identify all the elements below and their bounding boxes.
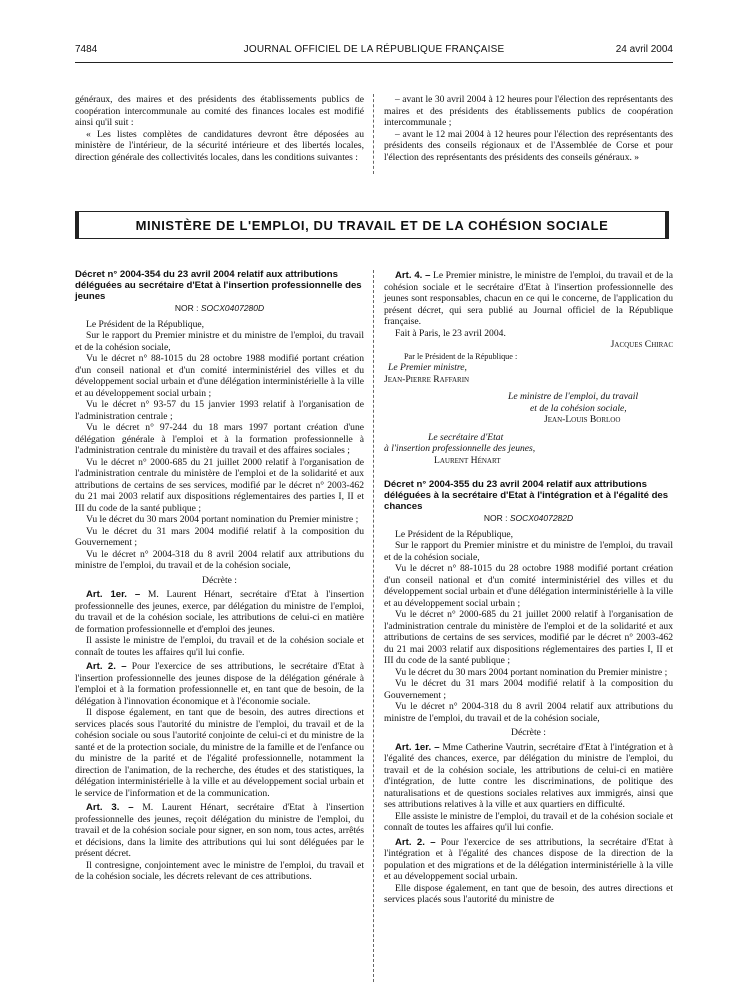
ministry-title: MINISTÈRE DE L'EMPLOI, DU TRAVAIL ET DE LA COHÉSION SOCIALE bbox=[135, 218, 609, 233]
decree-2-para: Vu le décret n° 88-1015 du 28 octobre 1988 modifié portant création d'un conseil national et d'un comité interministériel des villes et du développement social urbain et d'une délégation interministérielle à la ville et au développement social urbain ; bbox=[384, 563, 673, 609]
decree-1-nor bbox=[75, 303, 364, 315]
decree-1-art2-b: Il dispose également, en tant que de besoin, des autres directions et services placés sous l'autorité du ministre de l'emploi, du travail et de la cohésion sociale ou sous l'autorité conjointe de celui-ci et du ministre de la santé et de la protection sociale, du ministre de la famille et de l'enfance ou du ministre de la parité et de l'égalité professionnelle, notamment la direction de l'animation, de la recherche, des études et des statistiques, la délégation interministérielle à la ville et au développement social urbain et le service de l'information et de la communication. bbox=[75, 707, 364, 799]
decree-1-para: Vu le décret du 31 mars 2004 modifié relatif à la composition du Gouvernement ; bbox=[75, 525, 364, 549]
decree-1-para: Sur le rapport du Premier ministre et du ministre de l'emploi, du travail et de la cohésion sociale, bbox=[75, 330, 364, 353]
decree-1-pm-title: Le Premier ministre, bbox=[388, 362, 467, 373]
decree-1-nor-code: SOCX0407280D bbox=[200, 303, 265, 314]
decree-1-art3-label: Art. 3. – bbox=[86, 802, 134, 814]
decree-2-para: Vu le décret du 30 mars 2004 portant nomination du Premier ministre ; bbox=[395, 666, 668, 678]
decree-1-art3-b: Il contresigne, conjointement avec le ministre de l'emploi, du travail et de la cohésion sociale, les décrets relevant de ces attributions. bbox=[75, 859, 364, 883]
page-header bbox=[75, 44, 673, 58]
column-divider-main bbox=[373, 270, 374, 982]
decree-1-nor-label: NOR : bbox=[174, 303, 199, 314]
decree-1-art1-label: Art. 1er. – bbox=[86, 589, 141, 601]
decree-1-president-name: Jacques Chirac bbox=[610, 339, 673, 350]
decree-1-para: Vu le décret n° 97-244 du 18 mars 1997 portant création d'une délégation générale à l'emploi et à la formation professionnelle à l'administration centrale du ministère du travail et des affaires sociales ; bbox=[75, 422, 364, 457]
decree-2-nor-label: NOR : bbox=[483, 513, 508, 524]
decree-1-column bbox=[75, 270, 364, 883]
decree-2-title: Décret n° 2004-355 du 23 avril 2004 relatif aux attributions déléguées à la secrétaire d'Etat à l'intégration et à l'égalité des chances bbox=[384, 479, 669, 512]
decree-2-para: Vu le décret n° 2000-685 du 21 juillet 2000 relatif à l'organisation de l'administration centrale du ministère de l'emploi et de la solidarité et aux attributions de certains de ses services, modifié par le décret n° 2003-462 du 21 mai 2003 relatif aux dispositions réglementaires des parties I, II et III du code de la santé publique ; bbox=[384, 609, 673, 667]
decree-1-fait: Fait à Paris, le 23 avril 2004. bbox=[395, 327, 506, 339]
decree-1-pm-name: Jean-Pierre Raffarin bbox=[384, 373, 470, 385]
decree-2-art2-text: Pour l'exercice de ses attributions, la secrétaire d'Etat à l'intégration et à l'égalité des chances dispose de la direction de la population et des migrations et de la délégation interministérielle à la ville et au développement social urbain. bbox=[384, 836, 673, 883]
decree-1-min-title-2: et de la cohésion sociale, bbox=[530, 402, 627, 414]
decree-2-art2-label: Art. 2. – bbox=[395, 836, 436, 848]
decree-1-min-title-1: Le ministre de l'emploi, du travail bbox=[508, 391, 639, 402]
decree-2-art1-label: Art. 1er. – bbox=[395, 741, 440, 753]
decree-2-decrete: Décrète : bbox=[511, 727, 546, 739]
column-divider-top bbox=[373, 94, 374, 174]
decree-1-art1-text: M. Laurent Hénart, secrétaire d'Etat à l'insertion professionnelle des jeunes, exerce, par délégation du ministre de l'emploi, du travail et de la cohésion sociale, les attributions de celui-ci en matière de formation professionnelle et d'emploi des jeunes. bbox=[75, 589, 364, 635]
decree-2-para: Le Président de la République, bbox=[395, 528, 514, 540]
right-column bbox=[384, 270, 673, 906]
page-number: 7484 bbox=[75, 44, 98, 55]
decree-2-para: Sur le rapport du Premier ministre et du ministre de l'emploi, du travail et de la cohésion sociale, bbox=[384, 540, 673, 563]
header-rule bbox=[75, 62, 673, 63]
decree-2-art2-b: Elle dispose également, en tant que de besoin, des autres directions et services placés sous l'autorité du ministre de bbox=[384, 882, 673, 906]
decree-2-para: Vu le décret du 31 mars 2004 modifié relatif à la composition du Gouvernement ; bbox=[384, 678, 673, 701]
journal-title: JOURNAL OFFICIEL DE LA RÉPUBLIQUE FRANÇAISE bbox=[243, 44, 505, 55]
decree-1-para: Vu le décret n° 2000-685 du 21 juillet 2000 relatif à l'organisation de l'administration centrale du ministère de l'emploi et de la solidarité et aux attributions de certains de ses services, modifié par le décret n° 2003-462 du 21 mai 2003 relatif aux dispositions réglementaires des parties I, II et III du code de la santé publique ; bbox=[75, 456, 364, 514]
decree-1-art4-label: Art. 4. – bbox=[395, 270, 431, 281]
decree-1-para: Le Président de la République, bbox=[86, 318, 205, 330]
decree-2-nor-code: SOCX0407282D bbox=[509, 513, 574, 524]
top-left-para-2: « Les listes complètes de candidatures devront être déposées au ministère de l'intérieur, de la sécurité intérieure et des libertés locales, direction générale des collectivités locales, dans les conditions suivantes : bbox=[75, 128, 364, 163]
decree-1-art4-text: Le Premier ministre, le ministre de l'emploi, du travail et de la cohésion sociale et le secrétaire d'Etat à l'insertion professionnelle des jeunes sont responsables, chacun en ce qui le concerne, de l'application du présent décret, qui sera publié au Journal officiel de la République française. bbox=[384, 270, 673, 327]
decree-1-para: Vu le décret du 30 mars 2004 portant nomination du Premier ministre ; bbox=[86, 514, 359, 526]
decree-1-se-name: Laurent Hénart bbox=[434, 454, 501, 466]
decree-1-art2-text: Pour l'exercice de ses attributions, le secrétaire d'Etat à l'insertion professionnelle des jeunes dispose de la délégation générale à l'emploi et à la formation professionnelle et, en tant que de besoin, de la délégation à l'innovation économique et à l'économie sociale. bbox=[75, 661, 364, 707]
decree-1-para: Vu le décret n° 2004-318 du 8 avril 2004 relatif aux attributions du ministre de l'emploi, du travail et de la cohésion sociale, bbox=[75, 548, 364, 572]
decree-2-para: Vu le décret n° 2004-318 du 8 avril 2004 relatif aux attributions du ministre de l'emploi, du travail et de la cohésion sociale, bbox=[384, 701, 673, 724]
issue-date: 24 avril 2004 bbox=[615, 44, 673, 55]
decree-1-art1-b: Il assiste le ministre de l'emploi, du travail et de la cohésion sociale et connaît de toutes les affaires qu'il lui confie. bbox=[75, 635, 364, 658]
decree-1-par-le-president: Par le Président de la République : bbox=[404, 351, 518, 361]
decree-1-se-title-2: à l'insertion professionnelle des jeunes, bbox=[384, 443, 536, 454]
decree-1-para: Vu le décret n° 93-57 du 15 janvier 1993 relatif à l'organisation de l'administration centrale ; bbox=[75, 399, 364, 422]
top-left-column bbox=[75, 94, 364, 163]
decree-1-decrete: Décrète : bbox=[202, 574, 237, 586]
decree-1-art2-label: Art. 2. – bbox=[86, 661, 127, 673]
decree-2-nor bbox=[384, 513, 673, 525]
top-right-item-1: – avant le 30 avril 2004 à 12 heures pour l'élection des représentants des maires et des présidents des établissements publics de coopération intercommunale ; bbox=[384, 94, 673, 128]
decree-1-para: Vu le décret n° 88-1015 du 28 octobre 1988 modifié portant création d'un conseil national et d'un comité interministériel des villes et du développement social urbain et d'une délégation interministérielle à la ville et au développement social urbain ; bbox=[75, 353, 364, 399]
decree-2-art1-b: Elle assiste le ministre de l'emploi, du travail et de la cohésion sociale et connaît de toutes les affaires qu'il lui confie. bbox=[384, 810, 673, 834]
ministry-banner bbox=[75, 211, 669, 239]
decree-1-min-name: Jean-Louis Borloo bbox=[544, 414, 621, 425]
top-right-item-2: – avant le 12 mai 2004 à 12 heures pour l'élection des représentants des présidents des conseils régionaux et de l'Assemblée de Corse et pour l'élection des représentants des présidents des conseils généraux. » bbox=[384, 128, 673, 163]
decree-2-art1-text: Mme Catherine Vautrin, secrétaire d'Etat à l'intégration et à l'égalité des chances, exerce, par délégation du ministre de l'emploi, du travail et de la cohésion sociale, les attributions de celui-ci en matière d'intégration, de lutte contre les discriminations, de politique des naturalisations et de questions sociales relatives aux immigrés, ainsi que ses attributions relatives à la ville et aux quartiers en difficulté. bbox=[384, 741, 673, 811]
top-right-column bbox=[384, 94, 673, 163]
decree-1-se-title-1: Le secrétaire d'Etat bbox=[428, 431, 504, 443]
decree-1-title: Décret n° 2004-354 du 23 avril 2004 relatif aux attributions déléguées au secrétaire d'Etat à l'insertion professionnelle des jeunes bbox=[75, 269, 362, 302]
top-left-para-1: généraux, des maires et des présidents des établissements publics de coopération intercommunale au comité des finances locales est modifié ainsi qu'il suit : bbox=[75, 94, 364, 128]
decree-1-art3-text: M. Laurent Hénart, secrétaire d'Etat à l'insertion professionnelle des jeunes, reçoit délégation du ministre de l'emploi, du travail et de la cohésion sociale pour signer, en son nom, tous actes, arrêtés et décisions, dans la limite des attributions qui lui sont déléguées par le présent décret. bbox=[75, 802, 364, 860]
